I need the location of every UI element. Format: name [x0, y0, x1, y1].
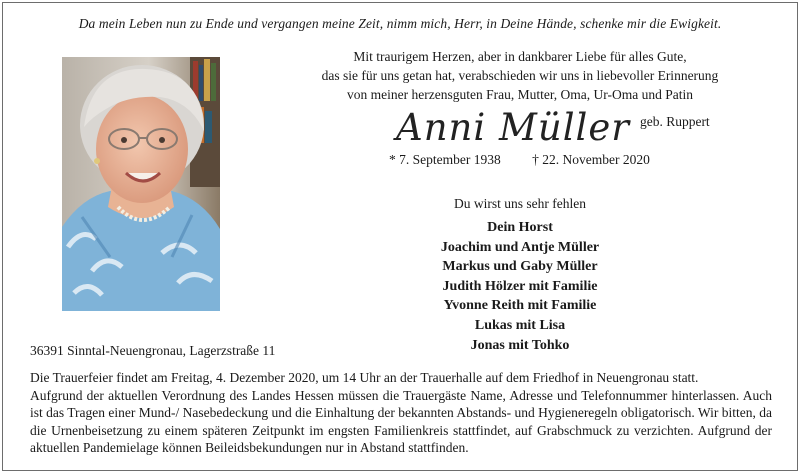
life-dates — [389, 152, 650, 168]
mourner: Yvonne Reith mit Familie — [443, 298, 597, 314]
death-date: † 22. November 2020 — [532, 152, 650, 167]
mourner: Judith Hölzer mit Familie — [442, 278, 598, 294]
notice-paragraph: Die Trauerfeier findet am Freitag, 4. Dezember 2020, um 14 Uhr an der Trauerhalle auf dem Friedhof in Neuengronau statt. — [30, 370, 699, 385]
birth-date: * 7. September 1938 — [389, 152, 501, 167]
deceased-name-row — [396, 106, 710, 150]
maiden-name: geb. Ruppert — [639, 114, 710, 129]
portrait-photo — [62, 57, 220, 311]
mourner: Lukas mit Lisa — [474, 317, 566, 333]
family-address: 36391 Sinntal-Neuengronau, Lagerzstraße 11 — [30, 343, 276, 358]
mourner: Dein Horst — [487, 220, 553, 235]
miss-line: Du wirst uns sehr fehlen — [454, 196, 586, 211]
intro-line: von meiner herzensguten Frau, Mutter, Oma, Ur-Oma und Patin — [347, 87, 693, 102]
mourner: Markus und Gaby Müller — [442, 259, 598, 275]
intro-text — [300, 47, 740, 104]
deceased-name: Anni Müller — [396, 106, 630, 149]
notice-paragraph: Aufgrund der aktuellen Verordnung des Landes Hessen müssen die Trauergäste Name, Adresse und Telefonnummer hinterlassen. Auch ist das Tragen einer Mund-/ Nasebedeckung und die Einhaltung der bekannten Abstands- und Hygieneregeln obligatorisch. Wir bitten, da die Urnenbeisetzung zu einem späteren Zeitpunkt im engsten Familienkreis stattfindet, auf Grabschmuck zu verzichten. Aufgrund der aktuellen Pandemielage können Beileidsbekundungen nur in Abstand stattfinden. — [30, 388, 772, 455]
funeral-notice — [30, 369, 772, 456]
mourner: Joachim und Antje Müller — [440, 239, 600, 255]
motto-verse: Da mein Leben nun zu Ende und vergangen meine Zeit, nimm mich, Herr, in Deine Hände, schenke mir die Ewigkeit. — [78, 16, 722, 31]
intro-line: das sie für uns getan hat, verabschieden wir uns in liebevoller Erinnerung — [321, 68, 719, 83]
mourners-list — [400, 218, 640, 355]
intro-line: Mit traurigem Herzen, aber in dankbarer Liebe für alles Gute, — [353, 49, 687, 64]
mourner: Jonas mit Tohko — [470, 337, 570, 353]
